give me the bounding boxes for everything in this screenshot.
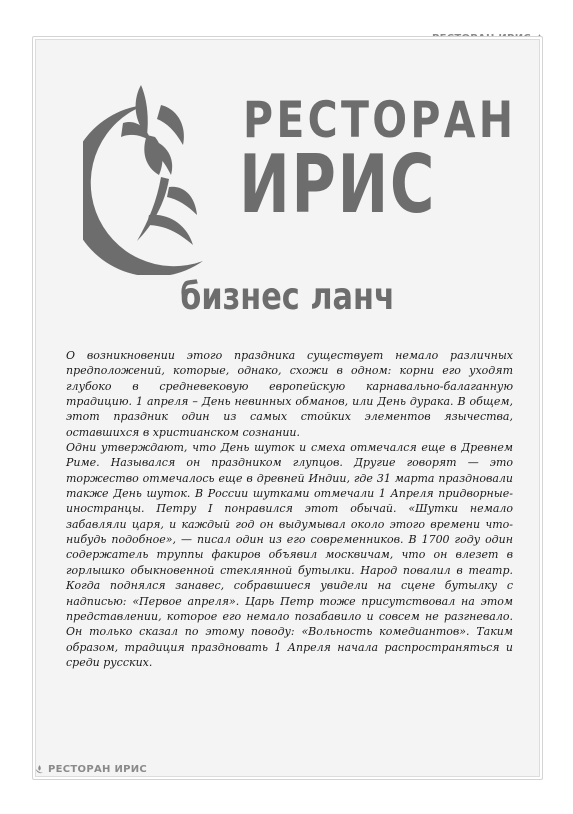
menu-card (32, 36, 543, 780)
logo-text-iris: ИРИС (239, 138, 437, 231)
article-paragraph: О возникновении этого праздника существует немало различных предположений, которые, однако, схожи в одном: корни его уходят глубоко в средневековую европейскую карнавально-балаганную традицию. 1 апреля – День невинных обманов, или День дурака. В общем, этот праздник один из самых стойких элементов язычества, оставшихся в христианском сознании. (66, 349, 513, 439)
footer-brand (34, 764, 147, 775)
menu-title: бизнес ланч (180, 275, 395, 318)
article-text (66, 348, 513, 670)
iris-icon (34, 764, 45, 775)
article-paragraph: Одни утверждают, что День шуток и смеха отмечался еще в Древнем Риме. Назывался он праздником глупцов. Другие говорят — это торжество отмечалось еще в древней Индии, где 31 марта праздновали также День шуток. В России шутками отмечали 1 Апреля придворные-иностранцы. Петру I понравился этот обычай. «Шутки немало забавляли царя, и каждый год он выдумывал около этого времени что-нибудь подобное», — писал один из его современников. В 1700 году один содержатель труппы факиров объявил москвичам, что он влезет в горлышко обыкновенной стеклянной бутылки. Народ повалил в театр. Когда поднялся занавес, собравшиеся увидели на сцене бутылку с надписью: «Первое апреля». Царь Петр тоже присутствовал на этом представлении, которое его немало позабавило и совсем не разгневало. Он только сказал по этому поводу: «Вольность комедиантов». Таким образом, традиция праздновать 1 Апреля начала распространяться и среди русских. (66, 441, 513, 669)
logo-text-restaurant: РЕСТОРАН (243, 91, 517, 149)
restaurant-logo (33, 37, 542, 277)
footer-brand-text: РЕСТОРАН ИРИС (48, 764, 148, 775)
iris-flower-icon (83, 65, 223, 275)
